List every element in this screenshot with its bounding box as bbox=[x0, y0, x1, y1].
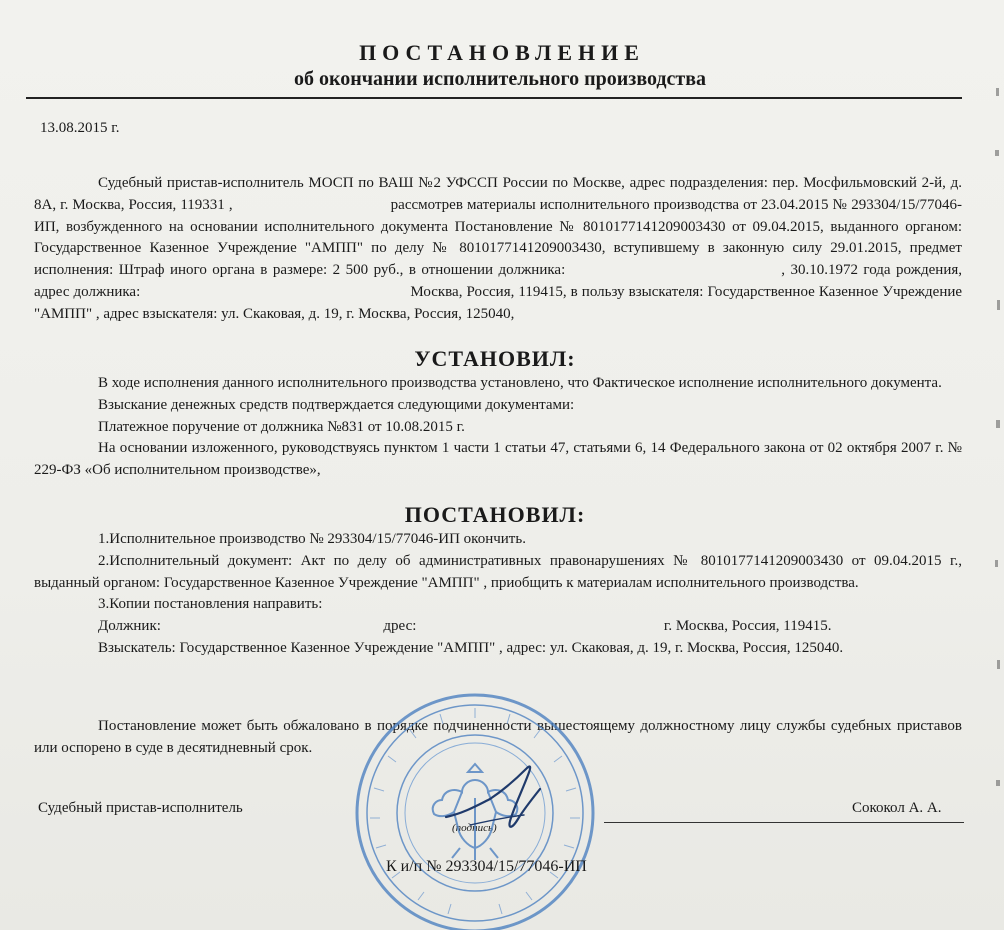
established-paragraph-1: В ходе исполнения данного исполнительного производства установлено, что Фактическое исполнение исполнительного документа. bbox=[98, 375, 942, 391]
debtor-line bbox=[34, 616, 962, 638]
case-reference: К и/п № 293304/15/77046-ИП bbox=[386, 858, 587, 875]
intro-line-1: Судебный пристав-исполнитель МОСП по ВАШ №2 УФССП России по Москве, адрес подразделения: пер. bbox=[98, 175, 799, 191]
established-paragraph-4: На основании изложенного, руководствуясь пунктом 1 части 1 статьи 47, статьями 6, 14 Федерального закона от 02 октября 2007 г. № 229-ФЗ «Об исполнительном производстве», bbox=[34, 440, 962, 479]
decided-paragraph-1: 1.Исполнительное производство № 293304/15/77046-ИП окончить. bbox=[98, 531, 526, 547]
signature-hint: (подпись) bbox=[452, 822, 497, 834]
intro-line-5: Москва, Россия, 119415, в пользу взыскателя: Государственное Казенное Учреждение "АМПП" , адрес взыскателя: ул. Скаковая, д. 19, г. Москва, Россия, 125040, bbox=[34, 283, 963, 322]
intro-paragraph bbox=[34, 173, 962, 326]
decided-paragraph-3: 3.Копии постановления направить: bbox=[98, 596, 323, 613]
appeal-notice: Постановление может быть обжаловано в порядке подчиненности вышестоящему должностному лицу службы судебных приставов или оспорено в суде в десятидневный срок. bbox=[34, 718, 962, 756]
heading-established: УСТАНОВИЛ: bbox=[414, 346, 576, 371]
intro-line-2: Мосфильмовский 2-й, д. 8А, г. Москва, Россия, 119331 , bbox=[34, 175, 962, 213]
decided-block bbox=[34, 529, 962, 660]
document-subtitle: об окончании исполнительного производства bbox=[293, 68, 707, 90]
document-date: 13.08.2015 г. bbox=[40, 120, 120, 136]
debtor-address: г. Москва, Россия, 119415. bbox=[663, 618, 832, 635]
established-paragraph-2: Взыскание денежных средств подтверждается следующими документами: bbox=[98, 396, 575, 413]
debtor-address-label: дрес: bbox=[383, 618, 417, 635]
decided-paragraph-2: 2.Исполнительный документ: Акт по делу об административных правонарушениях № 8010177141209003430 от 09.04.2015 г., выданный органом: Государственное Казенное Учреждение "АМПП" , приобщить к материалам исполнительного производства. bbox=[34, 552, 962, 591]
document-title: ПОСТАНОВЛЕНИЕ bbox=[359, 40, 645, 65]
claimant-line: Взыскатель: Государственное Казенное Учреждение "АМПП" , адрес: ул. Скаковая, д. 19, г. Москва, Россия, 125040. bbox=[98, 639, 844, 656]
signatory-name: Сококол А. А. bbox=[852, 800, 942, 816]
intro-line-4: , 30.10.1972 года рождения, адрес должника: bbox=[34, 262, 963, 300]
scan-edge-marks bbox=[990, 0, 1004, 930]
title-divider bbox=[26, 97, 962, 99]
established-paragraph-3: Платежное поручение от должника №831 от 10.08.2015 г. bbox=[98, 418, 465, 435]
debtor-label: Должник: bbox=[98, 618, 161, 635]
intro-line-3: рассмотрев материалы исполнительного производства от 23.04.2015 № 293304/15/77046-ИП, возбужденного на основании исполнительного документа Постановление № 8010177141209003430 от 09.04.2015, выданного органом: Государственное Казенное Учреждение "АМПП" по делу № 8010177141209003430, вступившему в законную силу 29.01.2015, предмет исполнения: Штраф иного органа в размере: 2 500 руб., в отношении должника: bbox=[34, 196, 963, 279]
handwritten-signature bbox=[440, 755, 560, 835]
signature-line bbox=[604, 822, 964, 823]
signatory-role: Судебный пристав-исполнитель bbox=[38, 800, 243, 816]
established-block bbox=[34, 373, 962, 482]
heading-decided: ПОСТАНОВИЛ: bbox=[404, 502, 586, 527]
